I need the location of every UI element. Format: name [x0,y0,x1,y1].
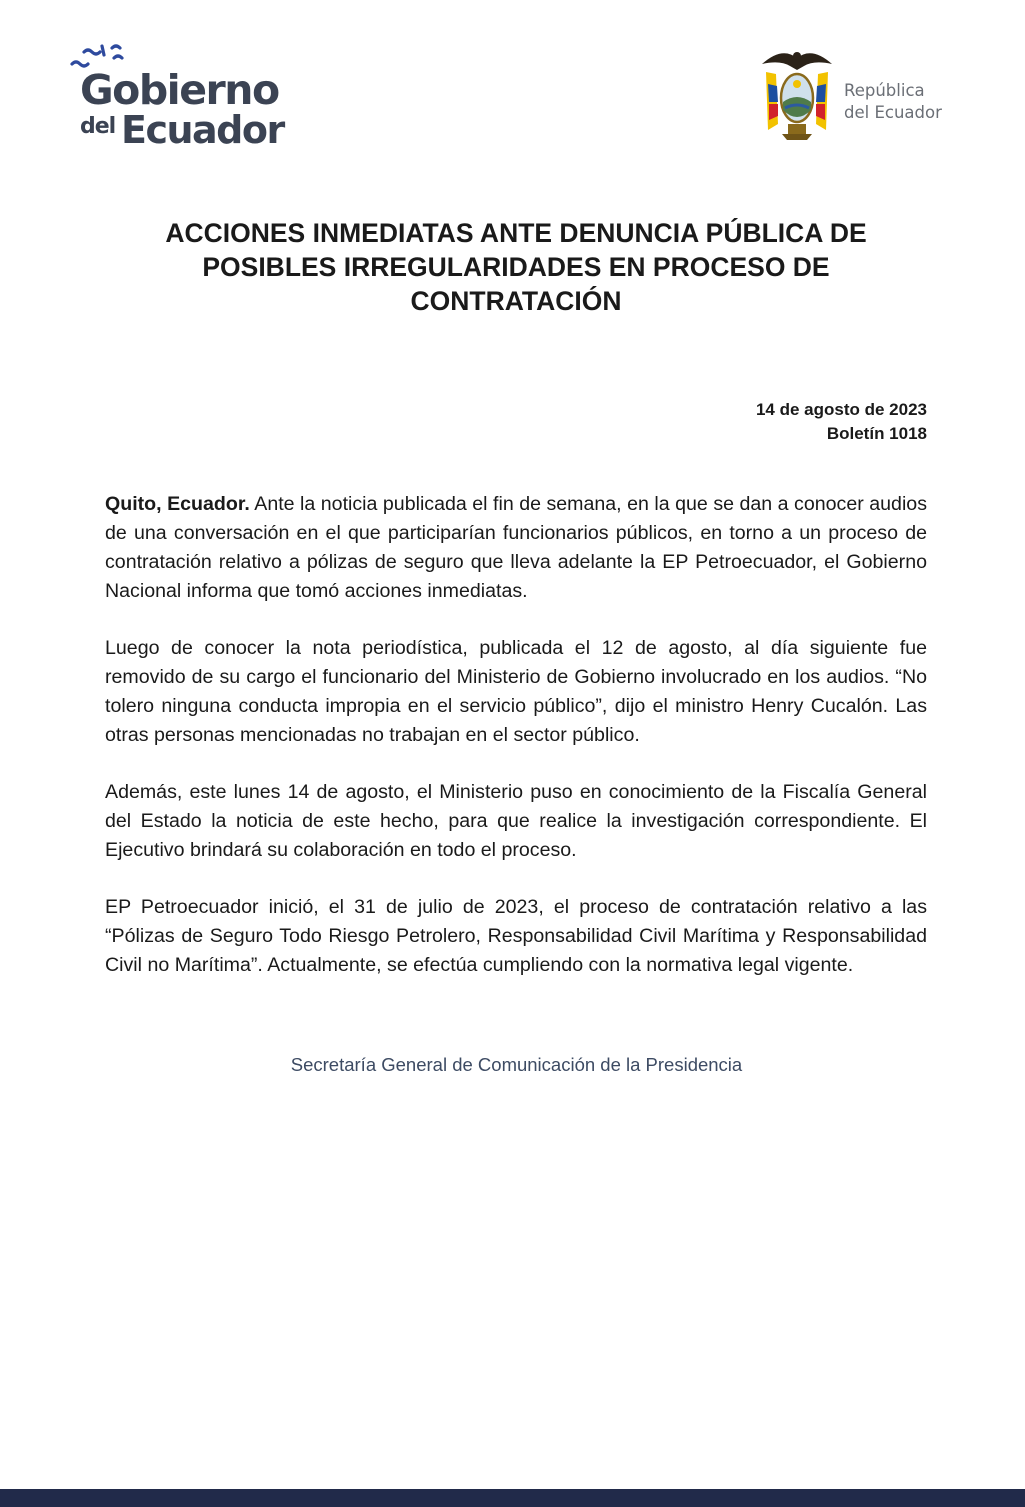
paragraph-4: EP Petroecuador inició, el 31 de julio de 2023, el proceso de contratación relativo a las “Pólizas de Seguro Todo Riesgo Petrolero, Responsabilidad Civil Marítima y Responsabilidad Civil no Marítima”. Actualmente, se efectúa cumpliendo con la normativa legal vigente. [105,896,927,976]
republica-del-ecuador-text [844,80,974,124]
bulletin-number: Boletín 1018 [826,424,927,443]
logo-text-del-ecuador: del Ecuador [844,103,942,122]
coat-of-arms-icon [752,44,842,144]
gobierno-del-ecuador-logo [68,42,288,152]
paragraph-1 [105,490,927,606]
logo-text-republica: República [844,81,925,100]
press-release-body [105,490,927,1008]
republica-del-ecuador-logo [752,44,972,144]
issuer-signature: Secretaría General de Comunicación de la Presidencia [290,1054,743,1075]
press-release-title: ACCIONES INMEDIATAS ANTE DENUNCIA PÚBLICA DE POSIBLES IRREGULARIDADES EN PROCESO DE CONTRATACIÓN [165,218,867,316]
bottom-decorative-bar [0,1489,1025,1507]
logo-word-del: del [80,114,116,139]
dateline: Quito, Ecuador. [105,493,250,515]
bulletin-meta [756,398,927,446]
release-date: 14 de agosto de 2023 [755,400,927,419]
paragraph-1-text: Ante la noticia publicada el fin de semana, en la que se dan a conocer audios de una conversación en el que participarían funcionarios públicos, en torno a un proceso de contratación relativo a pólizas de seguro que lleva adelante la EP Petroecuador, el Gobierno Nacional informa que tomó acciones inmediatas. [105,493,927,602]
logo-word-ecuador: Ecuador [121,108,284,152]
paragraph-3: Además, este lunes 14 de agosto, el Ministerio puso en conocimiento de la Fiscalía General del Estado la noticia de este hecho, para que realice la investigación correspondiente. El Ejecutivo brindará su colaboración en todo el proceso. [105,781,927,861]
paragraph-2: Luego de conocer la nota periodística, publicada el 12 de agosto, al día siguiente fue removido de su cargo el funcionario del Ministerio de Gobierno involucrado en los audios. “No tolero ninguna conducta impropia en el servicio público”, dijo el ministro Henry Cucalón. Las otras personas mencionadas no trabajan en el sector público. [105,637,927,746]
logo-word-gobierno: Gobierno [80,66,279,114]
